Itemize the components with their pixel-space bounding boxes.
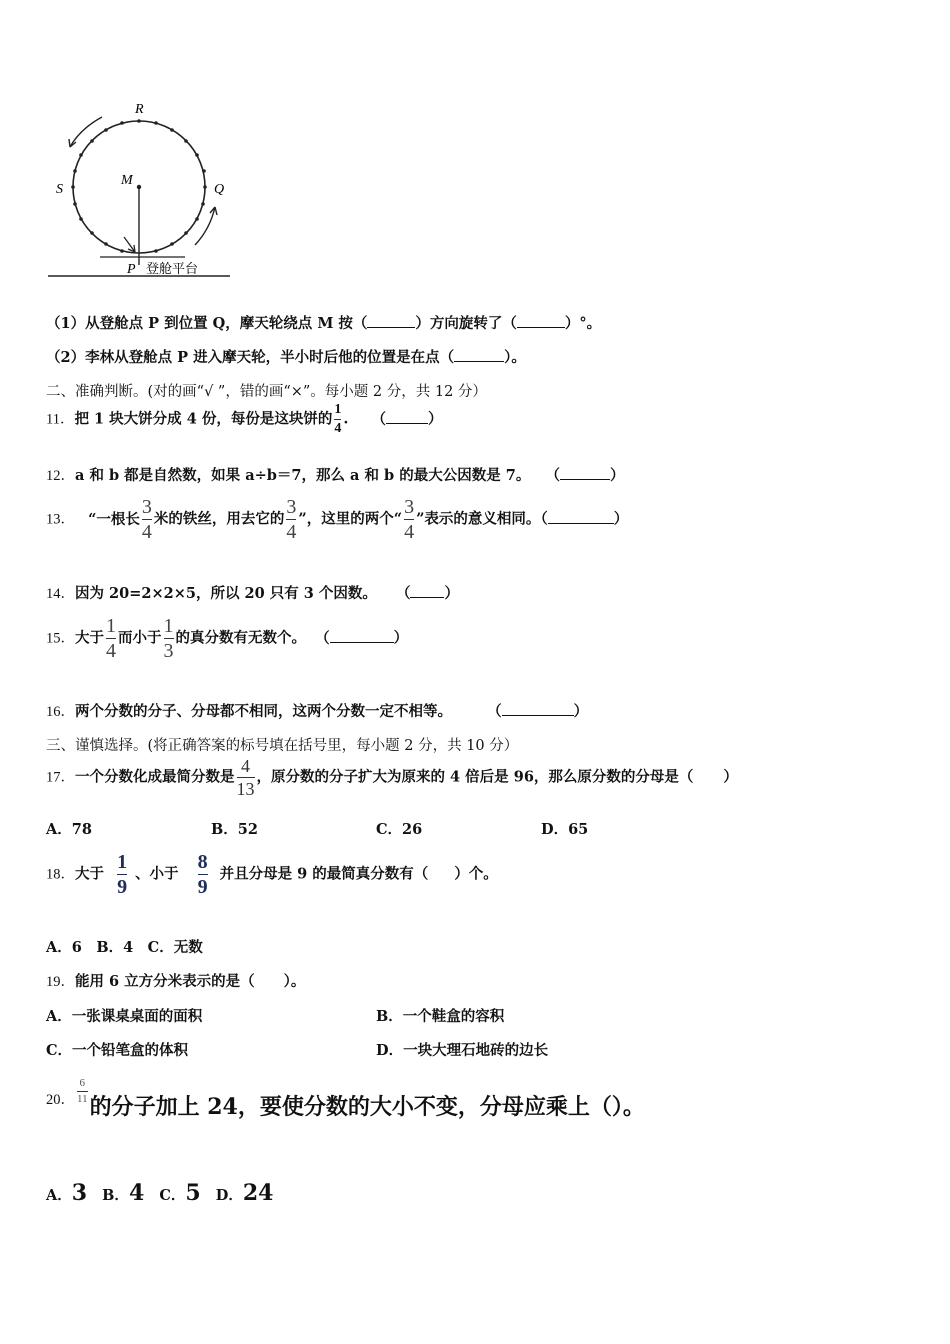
sub1-text: （1）从登舱点 P 到位置 Q，摩天轮绕点 M 按（ <box>46 315 368 332</box>
q17-part1: 一个分数化成最简分数是 <box>75 768 235 786</box>
q13-part2: 米的铁丝，用去它的 <box>153 510 285 528</box>
paren-open: （ <box>395 585 411 602</box>
question-20 <box>46 1077 645 1120</box>
q13-part4: ”表示的意义相同。 <box>416 510 541 528</box>
question-number: 19． <box>46 974 75 990</box>
blank[interactable] <box>517 327 565 328</box>
answer-blank[interactable] <box>548 523 614 524</box>
q17-option-d[interactable]: D．65 <box>541 821 589 838</box>
question-16 <box>46 700 588 721</box>
q20-option-a-label[interactable]: A． <box>46 1187 72 1204</box>
q20-options <box>46 1180 274 1206</box>
q13-part1: “一根长 <box>88 510 140 528</box>
q11-end: . <box>343 410 349 428</box>
question-number: 13． <box>46 511 75 528</box>
fraction: $\frac{3}{4}$ <box>286 496 297 543</box>
q18-part1: 大于 <box>75 865 104 883</box>
answer-blank[interactable] <box>386 423 428 424</box>
section-3-heading: 三、谨慎选择。(将正确答案的标号填在括号里，每小题 2 分，共 10 分） <box>46 738 519 754</box>
q16-text: 两个分数的分子、分母都不相同，这两个分数一定不相等。 <box>75 703 452 720</box>
blank[interactable] <box>367 327 415 328</box>
q13-part3: ”，这里的两个“ <box>298 510 403 528</box>
label-P: P <box>127 262 136 277</box>
paren-open: （ <box>371 410 386 428</box>
fraction: $\frac{1}{3}$ <box>163 615 174 662</box>
q18-part3: 并且分母是 9 的最简真分数有（ <box>219 865 429 883</box>
paren-close: ） <box>609 467 625 484</box>
q15-part3: 的真分数有无数个。 <box>175 629 306 647</box>
blank[interactable] <box>454 361 504 362</box>
q17-option-a[interactable]: A．78 <box>46 821 92 838</box>
answer-blank[interactable] <box>560 479 610 480</box>
q17-option-b[interactable]: B．52 <box>211 821 258 838</box>
q20-option-d-label[interactable]: D． <box>215 1187 243 1204</box>
q20-option-c-label[interactable]: C． <box>159 1187 186 1204</box>
paren-open: （ <box>315 629 330 647</box>
question-number: 16． <box>46 704 75 720</box>
question-15 <box>46 616 408 661</box>
question-11 <box>46 403 442 436</box>
q15-part1: 大于 <box>75 629 104 647</box>
label-Q: Q <box>214 182 225 197</box>
q11-text: 把 1 块大饼分成 4 份，每份是这块饼的 <box>74 410 333 428</box>
question-13 <box>46 497 628 542</box>
q20-option-a-value[interactable]: 3 <box>71 1180 88 1206</box>
paren-close: ） <box>613 510 629 528</box>
answer-blank[interactable] <box>330 642 394 643</box>
q17-option-c[interactable]: C．26 <box>376 821 423 838</box>
fraction: $\frac{8}{9}$ <box>197 851 208 898</box>
q20-text: 的分子加上 24，要使分数的大小不变，分母应乘上（）。 <box>89 1094 645 1120</box>
q20-option-b-label[interactable]: B． <box>102 1187 129 1204</box>
question-12 <box>46 464 624 485</box>
ferris-wheel-diagram <box>40 95 240 285</box>
sub2-end: ）。 <box>504 349 526 366</box>
question-17 <box>46 757 738 798</box>
q18-part2: 、小于 <box>135 865 179 883</box>
question-14 <box>46 582 459 603</box>
question-number: 18． <box>46 866 75 883</box>
section-2-heading: 二、准确判断。(对的画“√ ”，错的画“×”。每小题 2 分，共 12 分） <box>46 384 487 400</box>
q18-part4: ）个。 <box>454 865 498 883</box>
fraction: $\frac{4}{13}$ <box>236 756 255 799</box>
label-M: M <box>121 173 133 188</box>
question-number: 17． <box>46 769 75 786</box>
paren-open: （ <box>487 703 502 720</box>
label-S: S <box>56 182 63 197</box>
question-18 <box>46 852 498 897</box>
sub-question-2 <box>46 346 526 367</box>
q17-part3: ） <box>723 768 738 786</box>
sub2-text: （2）李林从登舱点 P 进入摩天轮，半小时后他的位置是在点（ <box>46 349 455 366</box>
arrow-bottom-right <box>195 207 215 245</box>
q12-text: a 和 b 都是自然数，如果 a÷b＝7，那么 a 和 b 的最大公因数是 7。 <box>75 467 531 484</box>
platform-label: 登舱平台 <box>146 262 199 277</box>
q19-text: 能用 6 立方分米表示的是（ ）。 <box>75 973 306 990</box>
paren-close: ） <box>444 585 459 602</box>
q14-text: 因为 20=2×2×5，所以 20 只有 3 个因数。 <box>75 585 377 602</box>
paren-open: （ <box>540 510 548 528</box>
question-number: 14． <box>46 586 75 602</box>
q17-part2: ，原分数的分子扩大为原来的 4 倍后是 96，那么原分数的分母是（ <box>256 768 694 786</box>
q20-option-d-value[interactable]: 24 <box>242 1180 274 1206</box>
q20-option-c-value[interactable]: 5 <box>185 1180 201 1206</box>
sub-question-1 <box>46 312 601 333</box>
fraction: $\frac{3}{4}$ <box>404 496 415 543</box>
paren-close: ） <box>573 703 589 720</box>
fraction: $\frac{1}{9}$ <box>117 851 128 898</box>
paren-close: ） <box>427 410 443 428</box>
q19-option-d[interactable]: D．一块大理石地砖的边长 <box>376 1042 549 1059</box>
q19-option-c[interactable]: C．一个铅笔盒的体积 <box>46 1042 189 1059</box>
label-R: R <box>135 102 144 117</box>
paren-close: ） <box>393 629 409 647</box>
sub1-end: ）°。 <box>564 315 602 332</box>
sub1-mid: ）方向旋转了（ <box>415 315 517 332</box>
fraction: $\frac{1}{4}$ <box>334 402 342 436</box>
fraction: $\frac{3}{4}$ <box>141 496 152 543</box>
answer-blank[interactable] <box>410 597 444 598</box>
q18-options[interactable]: A．6 B．4 C．无数 <box>46 939 203 956</box>
fraction: $\frac{6}{11}$ <box>77 1077 88 1105</box>
q19-option-a[interactable]: A．一张课桌桌面的面积 <box>46 1008 203 1025</box>
question-number: 20． <box>46 1092 75 1108</box>
fraction: $\frac{1}{4}$ <box>106 615 116 662</box>
question-19 <box>46 970 305 991</box>
q20-option-b-value[interactable]: 4 <box>128 1180 145 1206</box>
q19-option-b[interactable]: B．一个鞋盒的容积 <box>376 1008 505 1025</box>
question-number: 15． <box>46 630 75 647</box>
q15-part2: 而小于 <box>118 629 162 647</box>
question-number: 12． <box>46 468 75 484</box>
answer-blank[interactable] <box>502 715 574 716</box>
question-number: 11． <box>46 411 75 428</box>
paren-open: （ <box>545 467 560 484</box>
